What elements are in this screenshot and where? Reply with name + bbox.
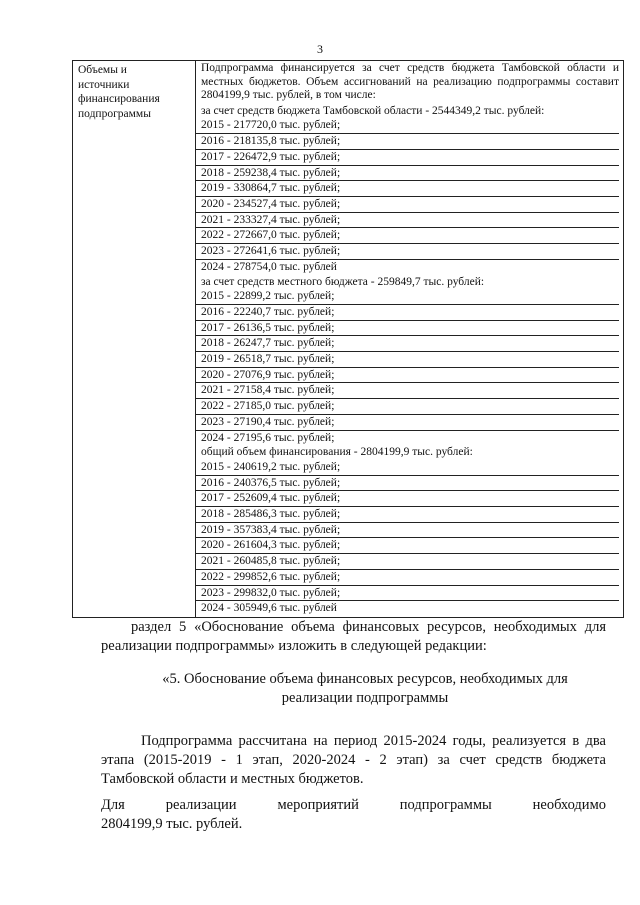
- local-year-line: 2019 - 26518,7 тыс. рублей;: [196, 352, 619, 368]
- total-year-line: 2015 - 240619,2 тыс. рублей;: [196, 460, 619, 476]
- page-number: 3: [317, 42, 323, 56]
- total-year-line: 2020 - 261604,3 тыс. рублей;: [196, 538, 619, 554]
- period-paragraph: Подпрограмма рассчитана на период 2015-2024 годы, реализуется в два этапа (2015-2019 - 1 этап, 2020-2024 - 2 этап) за счет средств бюджета Тамбовской области и местных бюджетов.: [101, 733, 606, 787]
- regional-year-line: 2019 - 330864,7 тыс. рублей;: [196, 181, 619, 197]
- regional-year-line: 2018 - 259238,4 тыс. рублей;: [196, 166, 619, 182]
- total-list: [201, 460, 619, 616]
- local-year-line: 2023 - 27190,4 тыс. рублей;: [196, 415, 619, 431]
- total-year-line: 2023 - 299832,0 тыс. рублей;: [196, 586, 619, 602]
- total-year-line: 2018 - 285486,3 тыс. рублей;: [196, 507, 619, 523]
- local-heading: за счет средств местного бюджета - 259849,7 тыс. рублей:: [201, 275, 485, 288]
- label-line: источники: [78, 78, 130, 91]
- regional-year-line: 2022 - 272667,0 тыс. рублей;: [196, 228, 619, 244]
- amount-paragraph-line1: Для реализации мероприятий подпрограммы необходимо: [101, 797, 606, 813]
- local-year-line: 2016 - 22240,7 тыс. рублей;: [196, 305, 619, 321]
- total-year-line: 2017 - 252609,4 тыс. рублей;: [196, 491, 619, 507]
- section-title: «5. Обоснование объема финансовых ресурсов, необходимых для реализации подпрограммы: [162, 671, 568, 706]
- total-year-line: 2021 - 260485,8 тыс. рублей;: [196, 554, 619, 570]
- local-year-line: 2021 - 27158,4 тыс. рублей;: [196, 383, 619, 399]
- regional-year-line: 2017 - 226472,9 тыс. рублей;: [196, 150, 619, 166]
- financing-table: [72, 60, 624, 618]
- local-year-line: 2022 - 27185,0 тыс. рублей;: [196, 399, 619, 415]
- local-year-line: 2024 - 27195,6 тыс. рублей;: [201, 431, 335, 444]
- content-cell: [196, 61, 624, 618]
- total-year-line: 2019 - 357383,4 тыс. рублей;: [196, 523, 619, 539]
- regional-list: [201, 118, 619, 274]
- local-year-line: 2018 - 26247,7 тыс. рублей;: [196, 336, 619, 352]
- local-list: [201, 289, 619, 445]
- label-line: Объемы и: [78, 64, 127, 76]
- regional-year-line: 2015 - 217720,0 тыс. рублей;: [196, 118, 619, 134]
- local-year-line: 2015 - 22899,2 тыс. рублей;: [196, 289, 619, 305]
- label-cell: [73, 61, 196, 618]
- amount-paragraph-line2: 2804199,9 тыс. рублей.: [101, 816, 243, 832]
- regional-year-line: 2016 - 218135,8 тыс. рублей;: [196, 134, 619, 150]
- intro-text: Подпрограмма финансируется за счет средств бюджета Тамбовской области и местных бюджетов. Объем ассигнований на реализацию подпрограммы составит 2804199,9 тыс. рублей, в том числе:: [201, 62, 619, 102]
- local-year-line: 2020 - 27076,9 тыс. рублей;: [196, 368, 619, 384]
- regional-year-line: 2020 - 234527,4 тыс. рублей;: [196, 197, 619, 213]
- regional-heading: за счет средств бюджета Тамбовской области - 2544349,2 тыс. рублей:: [201, 104, 545, 117]
- regional-year-line: 2023 - 272641,6 тыс. рублей;: [196, 244, 619, 260]
- local-year-line: 2017 - 26136,5 тыс. рублей;: [196, 321, 619, 337]
- total-year-line: 2024 - 305949,6 тыс. рублей: [201, 602, 337, 615]
- total-year-line: 2016 - 240376,5 тыс. рублей;: [196, 476, 619, 492]
- label-line: финансирования: [78, 93, 160, 106]
- total-heading: общий объем финансирования - 2804199,9 тыс. рублей:: [201, 446, 473, 459]
- total-year-line: 2022 - 299852,6 тыс. рублей;: [196, 570, 619, 586]
- regional-year-line: 2024 - 278754,0 тыс. рублей: [201, 260, 337, 273]
- regional-year-line: 2021 - 233327,4 тыс. рублей;: [196, 213, 619, 229]
- table-row: [73, 61, 624, 618]
- label-line: подпрограммы: [78, 108, 151, 121]
- section-intro-paragraph: раздел 5 «Обоснование объема финансовых ресурсов, необходимых для реализации подпрограммы» изложить в следующей редакции:: [101, 619, 606, 654]
